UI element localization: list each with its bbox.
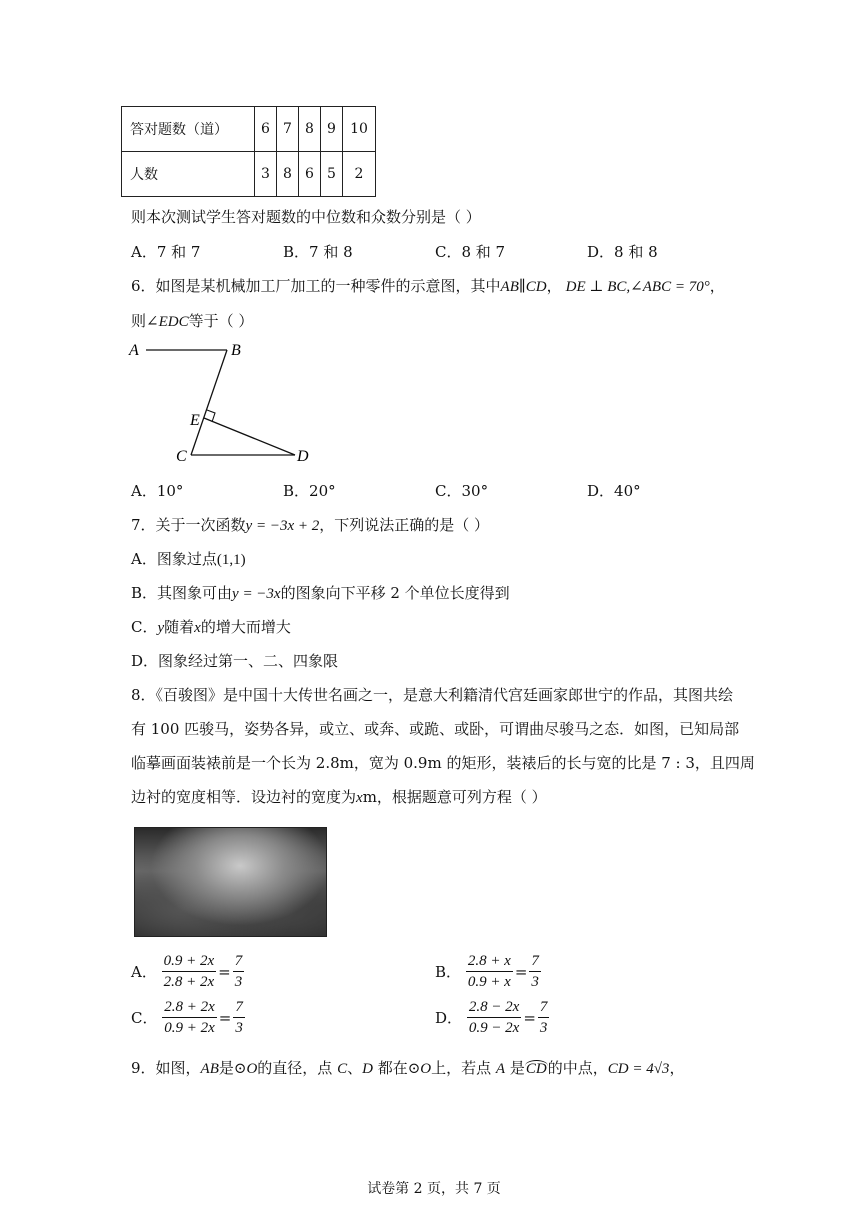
q7-point-math: (1,1) — [216, 552, 246, 568]
fraction-denominator: 0.9 − 2x — [468, 1020, 520, 1036]
table-cell: 10 — [343, 107, 376, 152]
q6-option-a: A．10° — [131, 482, 184, 500]
fraction-left — [162, 951, 217, 992]
q7-option-a — [131, 548, 246, 569]
equals-sign: = — [218, 1008, 232, 1027]
fraction-right — [529, 951, 541, 992]
fraction-numerator: 7 — [529, 951, 541, 972]
score-table — [121, 106, 376, 197]
q7-stem — [131, 514, 489, 535]
label-a: A — [129, 342, 139, 359]
q9-arc-math: CD — [525, 1061, 547, 1077]
q8-option-label: B． — [435, 963, 462, 981]
q9-math: C — [337, 1061, 348, 1077]
q9-text: 、 — [347, 1059, 363, 1077]
q8-line2: 有 100 匹骏马，姿势各异，或立、或奔、或跪、或卧，可谓曲尽骏马之态．如图，已知局部 — [131, 720, 740, 738]
fraction-denominator: 2.8 + 2x — [163, 974, 215, 990]
q8-line4-suffix: m，根据题意可列方程（ ） — [362, 788, 547, 806]
fraction-numerator: 7 — [233, 951, 245, 972]
table-row — [122, 152, 376, 197]
fraction-left — [466, 951, 513, 992]
fraction-numerator: 0.9 + 2x — [162, 951, 217, 972]
q7-stem-prefix: 7．关于一次函数 — [131, 516, 246, 534]
q8-line3: 临摹画面装裱前是一个长为 2.8m，宽为 0.9m 的矩形，装裱后的长与宽的比是 7 : 3，且四周 — [131, 754, 755, 772]
label-b: B — [231, 342, 241, 359]
q8-line1: 8．《百骏图》是中国十大传世名画之一，是意大利籍清代宫廷画家郎世宁的作品，其图共绘 — [131, 686, 734, 704]
q9-math: CD = 4√3 — [607, 1061, 670, 1077]
table-cell: 6 — [255, 107, 277, 152]
q9-text: 都在⊙ — [372, 1059, 421, 1077]
page-footer: 试卷第 2 页，共 7 页 — [367, 1181, 501, 1197]
label-c: C — [176, 448, 187, 465]
equals-sign: = — [523, 1008, 536, 1027]
q7-option-c-y: y — [157, 620, 165, 636]
q6-stem-comma: ， — [709, 277, 725, 295]
q7-option-d: D．图象经过第一、二、四象限 — [131, 652, 339, 670]
fraction-left — [467, 997, 522, 1038]
q7-option-c-suffix: 的增大而增大 — [200, 618, 291, 636]
q6-stem-line1 — [131, 275, 725, 296]
q9-math: O — [420, 1061, 432, 1077]
label-d: D — [297, 448, 309, 465]
q7-option-c-x: x — [194, 620, 201, 636]
fraction-right — [233, 997, 245, 1038]
table-cell: 3 — [255, 152, 277, 197]
q7-option-a-text: A．图象过点 — [131, 550, 217, 568]
q8-line4-var: x — [356, 790, 363, 806]
q5-option-b: B．7 和 8 — [283, 243, 353, 261]
q7-option-b-prefix: B．其图象可由 — [131, 584, 233, 602]
fraction-denominator: 0.9 + 2x — [164, 1020, 215, 1036]
q8-option-label: C． — [131, 1009, 158, 1027]
fraction-numerator: 7 — [538, 997, 550, 1018]
equals-sign: = — [514, 962, 528, 981]
q8-option-b — [435, 951, 541, 992]
q9-math: AB — [200, 1061, 219, 1077]
q6-angle-math: ∠EDC — [146, 314, 189, 330]
q6-sep: ， — [546, 277, 562, 295]
q9-math: D — [362, 1061, 373, 1077]
q7-option-b-math: y = −3x — [232, 586, 281, 602]
fraction-numerator: 2.8 + x — [466, 951, 513, 972]
segment-ed — [204, 418, 295, 455]
q6-stem-line2-text: 等于（ ） — [188, 312, 254, 330]
q8-line4 — [131, 786, 547, 807]
q5-option-c: C．8 和 7 — [435, 243, 506, 261]
fraction-denominator: 3 — [235, 1020, 243, 1036]
fraction-denominator: 3 — [539, 1020, 548, 1036]
q7-option-c — [131, 616, 291, 637]
label-e: E — [190, 412, 200, 429]
table-cell: 2 — [343, 152, 376, 197]
q8-option-c — [131, 997, 245, 1038]
fraction-denominator: 0.9 + x — [467, 974, 511, 990]
painting-image — [134, 827, 327, 937]
q6-option-c: C．30° — [435, 482, 489, 500]
table-header-cell: 人数 — [122, 152, 255, 197]
segment-bc — [191, 350, 227, 455]
fraction-right — [233, 951, 245, 992]
table-row — [122, 107, 376, 152]
fraction-numerator: 2.8 − 2x — [467, 997, 522, 1018]
q9-text: 是 — [505, 1059, 525, 1077]
fraction-denominator: 3 — [531, 974, 539, 990]
q7-option-c-mid: 随着 — [164, 618, 195, 636]
table-cell: 8 — [299, 107, 321, 152]
q9-math: O — [246, 1061, 258, 1077]
q6-parallel-math: AB∥CD — [500, 279, 547, 295]
fraction-numerator: 7 — [233, 997, 245, 1018]
fraction-denominator: 3 — [234, 974, 243, 990]
q6-option-b: B．20° — [283, 482, 336, 500]
q8-option-d — [435, 997, 549, 1038]
q7-option-c-prefix: C． — [131, 618, 158, 636]
q9-text: 的中点， — [547, 1059, 608, 1077]
table-cell: 7 — [277, 107, 299, 152]
q7-option-b-suffix: 的图象向下平移 2 个单位长度得到 — [280, 584, 510, 602]
q5-option-a: A．7 和 7 — [131, 243, 201, 261]
q7-function-math: y = −3x + 2 — [245, 518, 320, 534]
q8-line4-prefix: 边衬的宽度相等．设边衬的宽度为 — [131, 788, 357, 806]
q5-stem: 则本次测试学生答对题数的中位数和众数分别是（ ） — [131, 208, 481, 226]
q7-stem-suffix: ，下列说法正确的是（ ） — [319, 516, 490, 534]
table-cell: 6 — [299, 152, 321, 197]
q6-figure — [125, 336, 325, 471]
equals-sign: = — [218, 962, 231, 981]
q9-text: 9．如图， — [131, 1059, 201, 1077]
q5-option-d: D．8 和 8 — [587, 243, 658, 261]
q9-text: 是⊙ — [218, 1059, 247, 1077]
q9-stem — [131, 1057, 684, 1078]
table-header-cell: 答对题数（道） — [122, 107, 255, 152]
q8-option-a — [131, 951, 244, 992]
q9-text: 上，若点 — [431, 1059, 496, 1077]
fraction-right — [538, 997, 550, 1038]
q6-stem-line2: 则∠EDC等于（ ） — [131, 312, 254, 330]
table-cell: 5 — [321, 152, 343, 197]
q8-option-label: A． — [131, 963, 157, 981]
q6-perp-math: DE ⊥ BC,∠ABC = 70° — [565, 279, 710, 295]
q8-option-label: D． — [435, 1009, 463, 1027]
fraction-numerator: 2.8 + 2x — [162, 997, 217, 1018]
fraction-left — [162, 997, 217, 1038]
q9-math: A — [495, 1061, 506, 1077]
table-cell: 9 — [321, 107, 343, 152]
q9-text: ， — [669, 1059, 685, 1077]
table-cell: 8 — [277, 152, 299, 197]
q7-option-b — [131, 582, 510, 603]
q6-option-d: D．40° — [587, 482, 641, 500]
q9-text: 的直径，点 — [257, 1059, 338, 1077]
q6-stem-text: 6．如图是某机械加工厂加工的一种零件的示意图，其中 — [131, 277, 501, 295]
